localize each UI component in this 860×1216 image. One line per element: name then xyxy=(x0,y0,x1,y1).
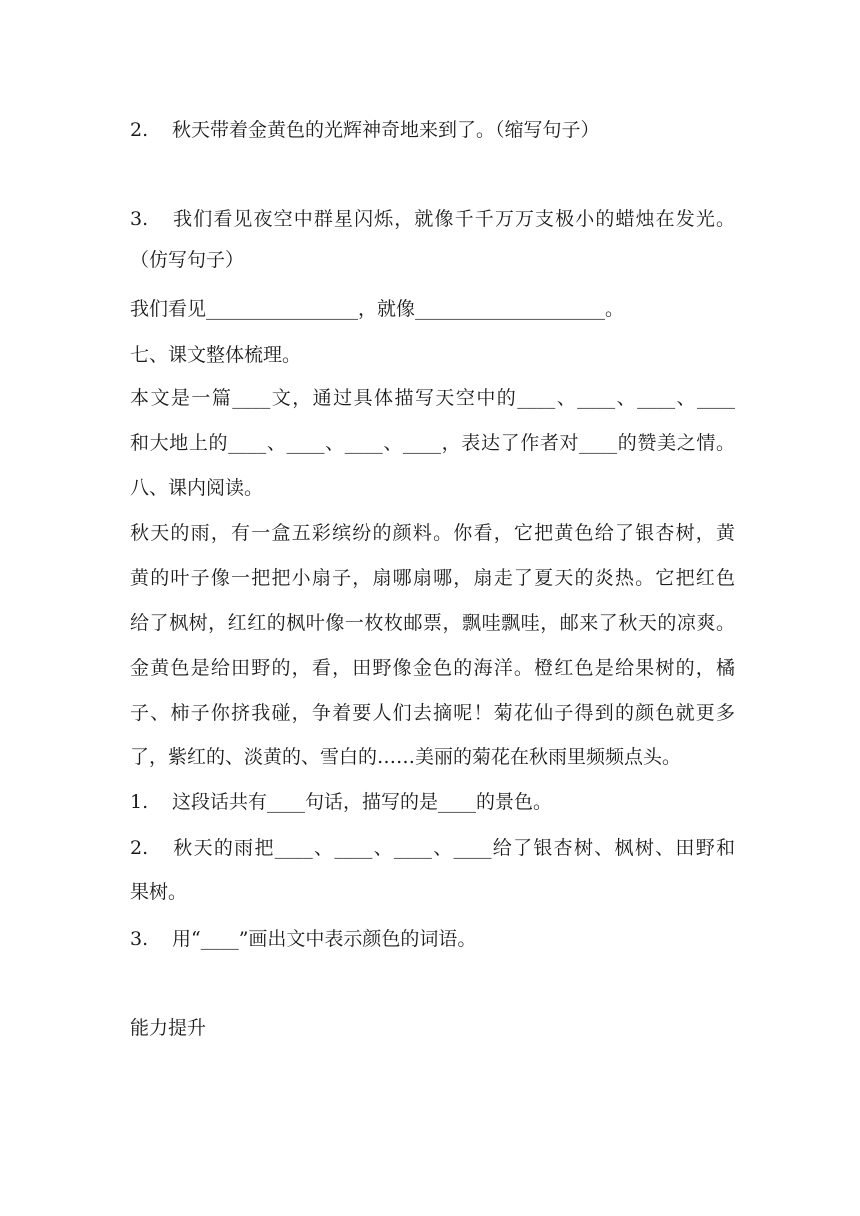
question-3-imitate xyxy=(130,206,735,232)
imitation-answer-line: 我们看见________________，就像____________________。 xyxy=(130,298,625,320)
ability-heading: 能力提升 xyxy=(130,1017,207,1039)
passage-line: 秋天的雨，有一盒五彩缤纷的颜料。你看，它把黄色给了银杏树，黄 xyxy=(130,522,735,544)
passage-line: 金黄色是给田野的，看，田野像金色的海洋。橙红色是给果树的，橘 xyxy=(130,657,735,679)
question-number: 2. xyxy=(130,119,149,141)
passage-line: 子、柿子你挤我碰，争着要人们去摘呢！菊花仙子得到的颜色就更多 xyxy=(130,702,735,724)
question-number: 2. xyxy=(130,837,149,859)
question-text: 秋天带着金黄色的光辉神奇地来到了。（缩写句子） xyxy=(172,119,600,141)
reading-question-2 xyxy=(130,835,735,861)
section-7-line-2: 和大地上的____、____、____、____，表达了作者对____的赞美之情。 xyxy=(130,432,735,454)
question-text: 这段话共有____句话，描写的是____的景色。 xyxy=(172,791,553,813)
passage-line: 了，紫红的、淡黄的、雪白的……美丽的菊花在秋雨里频频点头。 xyxy=(130,746,682,768)
reading-question-2-continuation: 果树。 xyxy=(130,881,188,903)
question-text: 我们看见夜空中群星闪烁，就像千千万万支极小的蜡烛在发光。 xyxy=(172,208,735,230)
passage-line: 给了枫树，红红的枫叶像一枚枚邮票，飘哇飘哇，邮来了秋天的凉爽。 xyxy=(130,612,735,634)
reading-question-3 xyxy=(130,926,735,952)
section-8-heading: 八、课内阅读。 xyxy=(130,477,264,499)
question-number: 3. xyxy=(130,208,149,230)
passage-line: 黄的叶子像一把把小扇子，扇哪扇哪，扇走了夏天的炎热。它把红色 xyxy=(130,567,735,589)
section-7-heading: 七、课文整体梳理。 xyxy=(130,344,302,366)
question-3-continuation xyxy=(130,247,735,273)
question-number: 1. xyxy=(130,791,149,813)
reading-question-1 xyxy=(130,789,735,815)
question-number: 3. xyxy=(130,928,149,950)
question-text: 用“____”画出文中表示颜色的词语。 xyxy=(172,928,477,950)
section-7-line-1: 本文是一篇____文，通过具体描写天空中的____、____、____、____ xyxy=(130,387,735,409)
question-text-continuation: （仿写句子） xyxy=(130,249,245,271)
question-2-rewrite xyxy=(130,117,735,143)
question-text: 秋天的雨把____、____、____、____给了银杏树、枫树、田野和 xyxy=(172,837,735,859)
